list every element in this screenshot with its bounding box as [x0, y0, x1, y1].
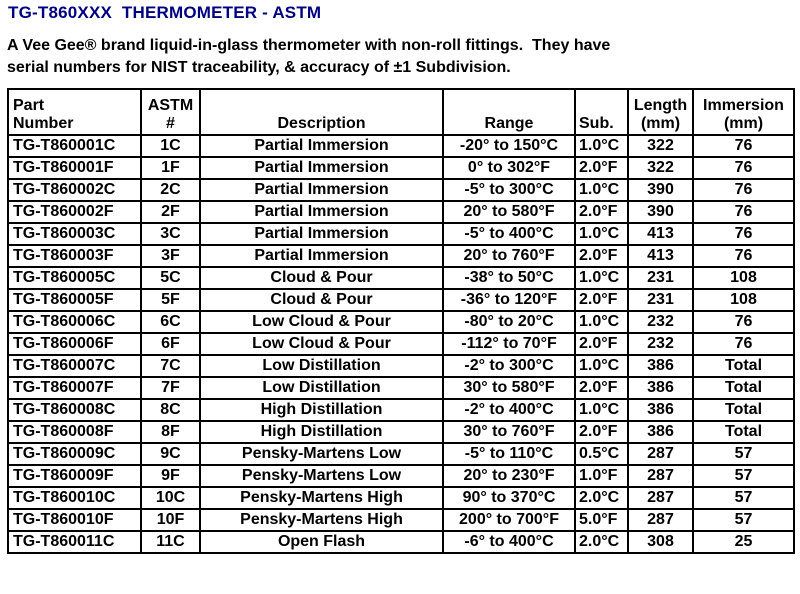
part-number-cell: TG-T860010C [8, 487, 141, 509]
part-number-cell: TG-T860003C [8, 223, 141, 245]
length-mm-cell: 413 [628, 245, 693, 267]
table-header [8, 89, 794, 135]
immersion-mm-cell: 76 [693, 157, 794, 179]
header-row [8, 89, 794, 135]
col-header-immersion: Immersion (mm) [693, 89, 794, 135]
range-cell: 20° to 580°F [443, 201, 575, 223]
range-cell: -5° to 300°C [443, 179, 575, 201]
subdivision-cell: 1.0°C [575, 311, 628, 333]
range-cell: -2° to 300°C [443, 355, 575, 377]
subdivision-cell: 2.0°F [575, 421, 628, 443]
table-row [8, 509, 794, 531]
thermometer-spec-table [7, 88, 795, 554]
subdivision-cell: 2.0°F [575, 333, 628, 355]
immersion-mm-cell: 25 [693, 531, 794, 553]
astm-number-cell: 8C [141, 399, 200, 421]
immersion-mm-cell: 57 [693, 443, 794, 465]
table-row [8, 377, 794, 399]
col-header-length: Length (mm) [628, 89, 693, 135]
subdivision-cell: 1.0°C [575, 179, 628, 201]
range-cell: -5° to 400°C [443, 223, 575, 245]
length-mm-cell: 386 [628, 377, 693, 399]
length-mm-cell: 386 [628, 421, 693, 443]
part-number-cell: TG-T860006F [8, 333, 141, 355]
col-header-part-number: Part Number [8, 89, 141, 135]
subdivision-cell: 1.0°C [575, 267, 628, 289]
part-number-cell: TG-T860001F [8, 157, 141, 179]
range-cell: 90° to 370°C [443, 487, 575, 509]
table-row [8, 179, 794, 201]
description-cell: Partial Immersion [200, 245, 443, 267]
part-number-cell: TG-T860007F [8, 377, 141, 399]
range-cell: -2° to 400°C [443, 399, 575, 421]
part-number-cell: TG-T860006C [8, 311, 141, 333]
immersion-mm-cell: 76 [693, 333, 794, 355]
range-cell: -80° to 20°C [443, 311, 575, 333]
length-mm-cell: 390 [628, 201, 693, 223]
immersion-mm-cell: 76 [693, 201, 794, 223]
length-mm-cell: 287 [628, 465, 693, 487]
part-number-cell: TG-T860001C [8, 135, 141, 157]
table-row [8, 355, 794, 377]
astm-number-cell: 8F [141, 421, 200, 443]
table-row [8, 135, 794, 157]
col-header-astm-number: ASTM # [141, 89, 200, 135]
astm-number-cell: 6C [141, 311, 200, 333]
astm-number-cell: 3F [141, 245, 200, 267]
range-cell: 30° to 580°F [443, 377, 575, 399]
length-mm-cell: 413 [628, 223, 693, 245]
description-cell: Pensky-Martens Low [200, 465, 443, 487]
table-row [8, 421, 794, 443]
astm-number-cell: 2F [141, 201, 200, 223]
astm-number-cell: 5F [141, 289, 200, 311]
range-cell: -112° to 70°F [443, 333, 575, 355]
description-cell: Open Flash [200, 531, 443, 553]
part-number-cell: TG-T860007C [8, 355, 141, 377]
part-number-cell: TG-T860003F [8, 245, 141, 267]
description-cell: Low Distillation [200, 355, 443, 377]
subdivision-cell: 1.0°F [575, 465, 628, 487]
subdivision-cell: 2.0°F [575, 157, 628, 179]
subdivision-cell: 1.0°C [575, 399, 628, 421]
range-cell: -5° to 110°C [443, 443, 575, 465]
astm-number-cell: 1C [141, 135, 200, 157]
col-header-description: Description [200, 89, 443, 135]
part-number-cell: TG-T860008F [8, 421, 141, 443]
table-row [8, 399, 794, 421]
part-number-cell: TG-T860009F [8, 465, 141, 487]
subdivision-cell: 2.0°F [575, 377, 628, 399]
astm-number-cell: 7C [141, 355, 200, 377]
table-row [8, 311, 794, 333]
astm-number-cell: 10F [141, 509, 200, 531]
description-cell: Partial Immersion [200, 157, 443, 179]
astm-number-cell: 1F [141, 157, 200, 179]
length-mm-cell: 287 [628, 443, 693, 465]
description-cell: Partial Immersion [200, 179, 443, 201]
description-cell: Cloud & Pour [200, 289, 443, 311]
table-row [8, 531, 794, 553]
subdivision-cell: 2.0°C [575, 487, 628, 509]
range-cell: -6° to 400°C [443, 531, 575, 553]
table-row [8, 245, 794, 267]
range-cell: -20° to 150°C [443, 135, 575, 157]
part-number-cell: TG-T860010F [8, 509, 141, 531]
part-number-cell: TG-T860008C [8, 399, 141, 421]
immersion-mm-cell: 76 [693, 179, 794, 201]
range-cell: -38° to 50°C [443, 267, 575, 289]
table-body [8, 135, 794, 553]
astm-number-cell: 3C [141, 223, 200, 245]
subdivision-cell: 1.0°C [575, 135, 628, 157]
part-number-cell: TG-T860002F [8, 201, 141, 223]
part-number-cell: TG-T860009C [8, 443, 141, 465]
immersion-mm-cell: 76 [693, 223, 794, 245]
immersion-mm-cell: 108 [693, 289, 794, 311]
immersion-mm-cell: 108 [693, 267, 794, 289]
part-number-cell: TG-T860005C [8, 267, 141, 289]
length-mm-cell: 232 [628, 311, 693, 333]
immersion-mm-cell: Total [693, 377, 794, 399]
table-row [8, 443, 794, 465]
subdivision-cell: 0.5°C [575, 443, 628, 465]
table-row [8, 289, 794, 311]
table-row [8, 465, 794, 487]
page-title: TG-T860XXX THERMOMETER - ASTM [8, 3, 322, 22]
range-cell: 0° to 302°F [443, 157, 575, 179]
part-number-cell: TG-T860005F [8, 289, 141, 311]
part-number-cell: TG-T860011C [8, 531, 141, 553]
table-row [8, 157, 794, 179]
immersion-mm-cell: 57 [693, 465, 794, 487]
description-cell: Low Cloud & Pour [200, 333, 443, 355]
astm-number-cell: 10C [141, 487, 200, 509]
immersion-mm-cell: Total [693, 421, 794, 443]
description-cell: Low Cloud & Pour [200, 311, 443, 333]
subdivision-cell: 5.0°F [575, 509, 628, 531]
description-cell: High Distillation [200, 399, 443, 421]
range-cell: 20° to 230°F [443, 465, 575, 487]
col-header-range: Range [443, 89, 575, 135]
description-cell: High Distillation [200, 421, 443, 443]
description-cell: Cloud & Pour [200, 267, 443, 289]
length-mm-cell: 390 [628, 179, 693, 201]
intro-text [7, 35, 800, 79]
astm-number-cell: 9F [141, 465, 200, 487]
immersion-mm-cell: 57 [693, 487, 794, 509]
intro-line-2: serial numbers for NIST traceability, & accuracy of ±1 Subdivision. [7, 59, 511, 76]
astm-number-cell: 5C [141, 267, 200, 289]
part-number-cell: TG-T860002C [8, 179, 141, 201]
length-mm-cell: 308 [628, 531, 693, 553]
subdivision-cell: 2.0°F [575, 245, 628, 267]
length-mm-cell: 232 [628, 333, 693, 355]
table-row [8, 201, 794, 223]
table-row [8, 333, 794, 355]
description-cell: Pensky-Martens High [200, 509, 443, 531]
description-cell: Pensky-Martens Low [200, 443, 443, 465]
description-cell: Low Distillation [200, 377, 443, 399]
range-cell: 200° to 700°F [443, 509, 575, 531]
subdivision-cell: 1.0°C [575, 223, 628, 245]
subdivision-cell: 2.0°C [575, 531, 628, 553]
range-cell: 30° to 760°F [443, 421, 575, 443]
length-mm-cell: 322 [628, 135, 693, 157]
astm-number-cell: 2C [141, 179, 200, 201]
intro-line-1: A Vee Gee® brand liquid-in-glass thermometer with non-roll fittings. They have [7, 37, 611, 54]
astm-number-cell: 9C [141, 443, 200, 465]
table-row [8, 487, 794, 509]
description-cell: Partial Immersion [200, 223, 443, 245]
astm-number-cell: 7F [141, 377, 200, 399]
description-cell: Partial Immersion [200, 201, 443, 223]
range-cell: 20° to 760°F [443, 245, 575, 267]
immersion-mm-cell: Total [693, 355, 794, 377]
immersion-mm-cell: 76 [693, 245, 794, 267]
immersion-mm-cell: 76 [693, 135, 794, 157]
length-mm-cell: 231 [628, 289, 693, 311]
length-mm-cell: 287 [628, 509, 693, 531]
length-mm-cell: 287 [628, 487, 693, 509]
length-mm-cell: 322 [628, 157, 693, 179]
description-cell: Pensky-Martens High [200, 487, 443, 509]
subdivision-cell: 1.0°C [575, 355, 628, 377]
table-row [8, 223, 794, 245]
length-mm-cell: 386 [628, 355, 693, 377]
length-mm-cell: 231 [628, 267, 693, 289]
description-cell: Partial Immersion [200, 135, 443, 157]
immersion-mm-cell: 57 [693, 509, 794, 531]
immersion-mm-cell: Total [693, 399, 794, 421]
subdivision-cell: 2.0°F [575, 289, 628, 311]
astm-number-cell: 6F [141, 333, 200, 355]
length-mm-cell: 386 [628, 399, 693, 421]
subdivision-cell: 2.0°F [575, 201, 628, 223]
range-cell: -36° to 120°F [443, 289, 575, 311]
table-row [8, 267, 794, 289]
col-header-subdivision: Sub. [575, 89, 628, 135]
immersion-mm-cell: 76 [693, 311, 794, 333]
astm-number-cell: 11C [141, 531, 200, 553]
